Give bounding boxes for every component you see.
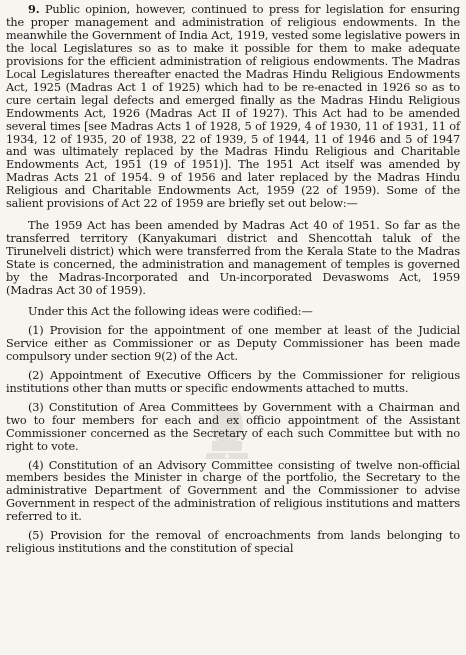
paragraph-1959-act: The 1959 Act has been amended by Madras Act 40 of 1951. So far as the transferred territory (Kanyakumari district and Shencottah taluk of the Tirunelveli district) which were transferred from the Kerala State to the Madras State is concerned, the administration and management of temples is governed by the Madras-Incorporated and Un-incorporated Devaswoms Act, 1959 (Madras Act 30 of 1959). <box>6 219 460 298</box>
paragraph-number: 9. <box>28 2 40 16</box>
list-item-4: (4) Constitution of an Advisory Committee consisting of twelve non-official members besides the Minister in charge of the portfolio, the Secretary to the administrative Department of Government and the Commissioner to advise Government in respect of the administration of religious institutions and matters referred to it. <box>6 458 460 524</box>
list-item-5: (5) Provision for the removal of encroachments from lands belonging to religious institutions and the constitution of special <box>6 529 460 556</box>
paragraph-9-text: Public opinion, however, continued to press for legislation for ensuring the proper management and administration of religious endowments. In the meanwhile the Government of India Act, 1919, vested some legislative powers in the local Legislatures so as to make it possible for them to make adequate provisions for the efficient administration of religious endowments. The Madras Local Legislatures thereafter enacted the Madras Hindu Religious Endowments Act, 1925 (Madras Act 1 of 1925) which had to be re-enacted in 1926 so as to cure certain legal defects and emerged finally as the Madras Hindu Religious Endowments Act, 1926 (Madras Act II of 1927). This Act had to be amended several times [see Madras Acts 1 of 1928, 5 of 1929, 4 of 1930, 11 of 1931, 11 of 1934, 12 of 1935, 20 of 1938, 22 of 1939, 5 of 1944, 11 of 1946 and 5 of 1947 and was ultimately replaced by the Madras Hindu Religious and Charitable Endowments Act, 1951 (19 of 1951)]. The 1951 Act itself was amended by Madras Acts 21 of 1954. 9 of 1956 and later replaced by the Madras Hindu Religious and Charitable Endowments Act, 1959 (22 of 1959). Some of the salient provisions of Act 22 of 1959 are briefly set out below:— <box>6 3 461 211</box>
paragraph-9 <box>6 3 460 211</box>
list-item-1: (1) Provision for the appointment of one member at least of the Judicial Service either as Commissioner or as Deputy Commissioner has been made compulsory under section 9(2) of the Act. <box>6 323 460 363</box>
list-item-3: (3) Constitution of Area Committees by Government with a Chairman and two to four members for each and ex officio appointment of the Assistant Commissioner concerned as the Secretary of each such Committee but with no right to vote. <box>6 400 460 453</box>
list-item-2: (2) Appointment of Executive Officers by the Commissioner for religious institutions other than mutts or specific endowments attached to mutts. <box>6 368 460 395</box>
codified-intro: Under this Act the following ideas were codified:— <box>28 304 313 318</box>
document-page <box>6 3 460 556</box>
